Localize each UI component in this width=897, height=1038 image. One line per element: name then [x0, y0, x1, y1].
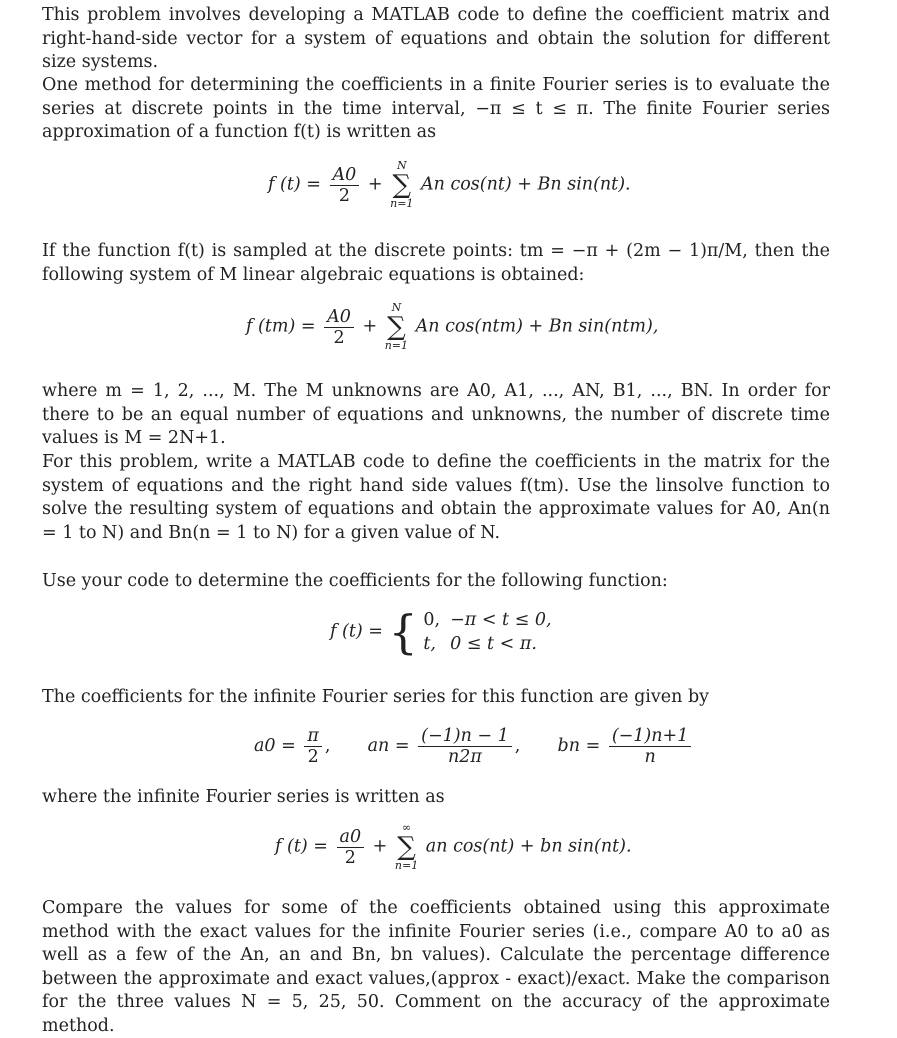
paragraph-task: For this problem, write a MATLAB code to define the coefficients in the matrix for the system of equations and the right hand side values f(tm). Use the linsolve function to solve the resulting system of equations and obtain the approximate values for A0, An(n = 1 to N) and Bn(n = 1 to N) for a given value of N.: [42, 452, 830, 543]
equation-infinite-fourier: f (t) = $\frac{a0}{2}$ + ∞ ∑ n=1 an cos(nt) + bn sin(nt).: [275, 821, 632, 872]
eq1-rhs: An cos(nt) + Bn sin(nt).: [421, 174, 631, 195]
equation-finite-fourier: f (t) = $\frac{A0}{2}$ + N ∑ n=1 An cos(nt) + Bn sin(nt).: [268, 159, 631, 210]
case1-value: 0,: [423, 610, 441, 630]
paragraph-sampling: If the function f(t) is sampled at the discrete points: tm = −π + (2m − 1)π/M, then the following system of M linear algebraic equations is obtained:: [42, 241, 830, 285]
eq2-fraction: $\frac{A0}{2}$: [324, 307, 354, 348]
paragraph-coefficients-intro: The coefficients for the infinite Fourier series for this function are given by: [42, 687, 710, 707]
eq1-lhs: f (t) =: [268, 174, 321, 195]
bn-fraction: $\frac{(-1)n+1}{n}$: [609, 726, 692, 767]
paragraph-intro: This problem involves developing a MATLAB code to define the coefficient matrix and right-hand-side vector for a system of equations and obtain the solution for different size systems.: [42, 5, 830, 72]
eq2-summation: N ∑ n=1: [384, 301, 409, 352]
piecewise-cases: [423, 608, 561, 656]
eq5-lhs: f (t) =: [275, 836, 328, 857]
eq5-summation: ∞ ∑ n=1: [394, 821, 419, 872]
equation-exact-coefficients: a0 = $\frac{\pi}{2}$ , an = $\frac{(-1)n - 1}{n2\pi}$ , bn = $\frac{(-1)n+1}{n}$: [254, 726, 694, 767]
eq2-lhs: f (tm) =: [246, 316, 316, 337]
equation-discrete-system: f (tm) = $\frac{A0}{2}$ + N ∑ n=1 An cos(ntm) + Bn sin(ntm),: [246, 301, 659, 352]
eq3-lhs: f (t) =: [330, 621, 383, 642]
case2-condition: 0 ≤ t < π.: [450, 634, 537, 654]
equation-piecewise-function: [330, 605, 562, 659]
paragraph-unknowns: where m = 1, 2, ..., M. The M unknowns are A0, A1, ..., AN, B1, ..., BN. In order for there to be an equal number of equations and unknowns, the number of discrete time values is M = 2N+1.: [42, 381, 830, 448]
bn-lhs: bn =: [557, 736, 601, 756]
eq5-rhs: an cos(nt) + bn sin(nt).: [425, 836, 632, 857]
an-lhs: an =: [367, 736, 410, 756]
eq2-rhs: An cos(ntm) + Bn sin(ntm),: [415, 316, 659, 337]
an-fraction: $\frac{(-1)n - 1}{n2\pi}$: [418, 726, 512, 767]
case1-condition: −π < t ≤ 0,: [450, 610, 552, 630]
eq1-summation: N ∑ n=1: [390, 159, 414, 210]
paragraph-method: One method for determining the coefficients in a finite Fourier series is to evaluate the series at discrete points in the time interval, −π ≤ t ≤ π. The finite Fourier series approximation of a function f(t) is written as: [42, 75, 830, 142]
paragraph-function-intro: Use your code to determine the coefficients for the following function:: [42, 571, 668, 591]
paragraph-infinite-series-intro: where the infinite Fourier series is written as: [42, 787, 445, 807]
a0-lhs: a0 =: [254, 736, 296, 756]
a0-fraction: $\frac{\pi}{2}$: [304, 726, 322, 767]
eq1-fraction: $\frac{A0}{2}$: [330, 165, 360, 206]
case2-value: t,: [423, 634, 436, 654]
eq5-fraction: $\frac{a0}{2}$: [337, 827, 365, 868]
paragraph-comparison: Compare the values for some of the coefficients obtained using this approximate method with the exact values for the infinite Fourier series (i.e., compare A0 to a0 as well as a few of the An, an and Bn, bn values). Calculate the percentage difference between the approximate and exact values,(approx - exact)/exact. Make the comparison for the three values N = 5, 25, 50. Comment on the accuracy of the approximate method.: [42, 898, 830, 1036]
left-brace: {: [388, 605, 418, 659]
